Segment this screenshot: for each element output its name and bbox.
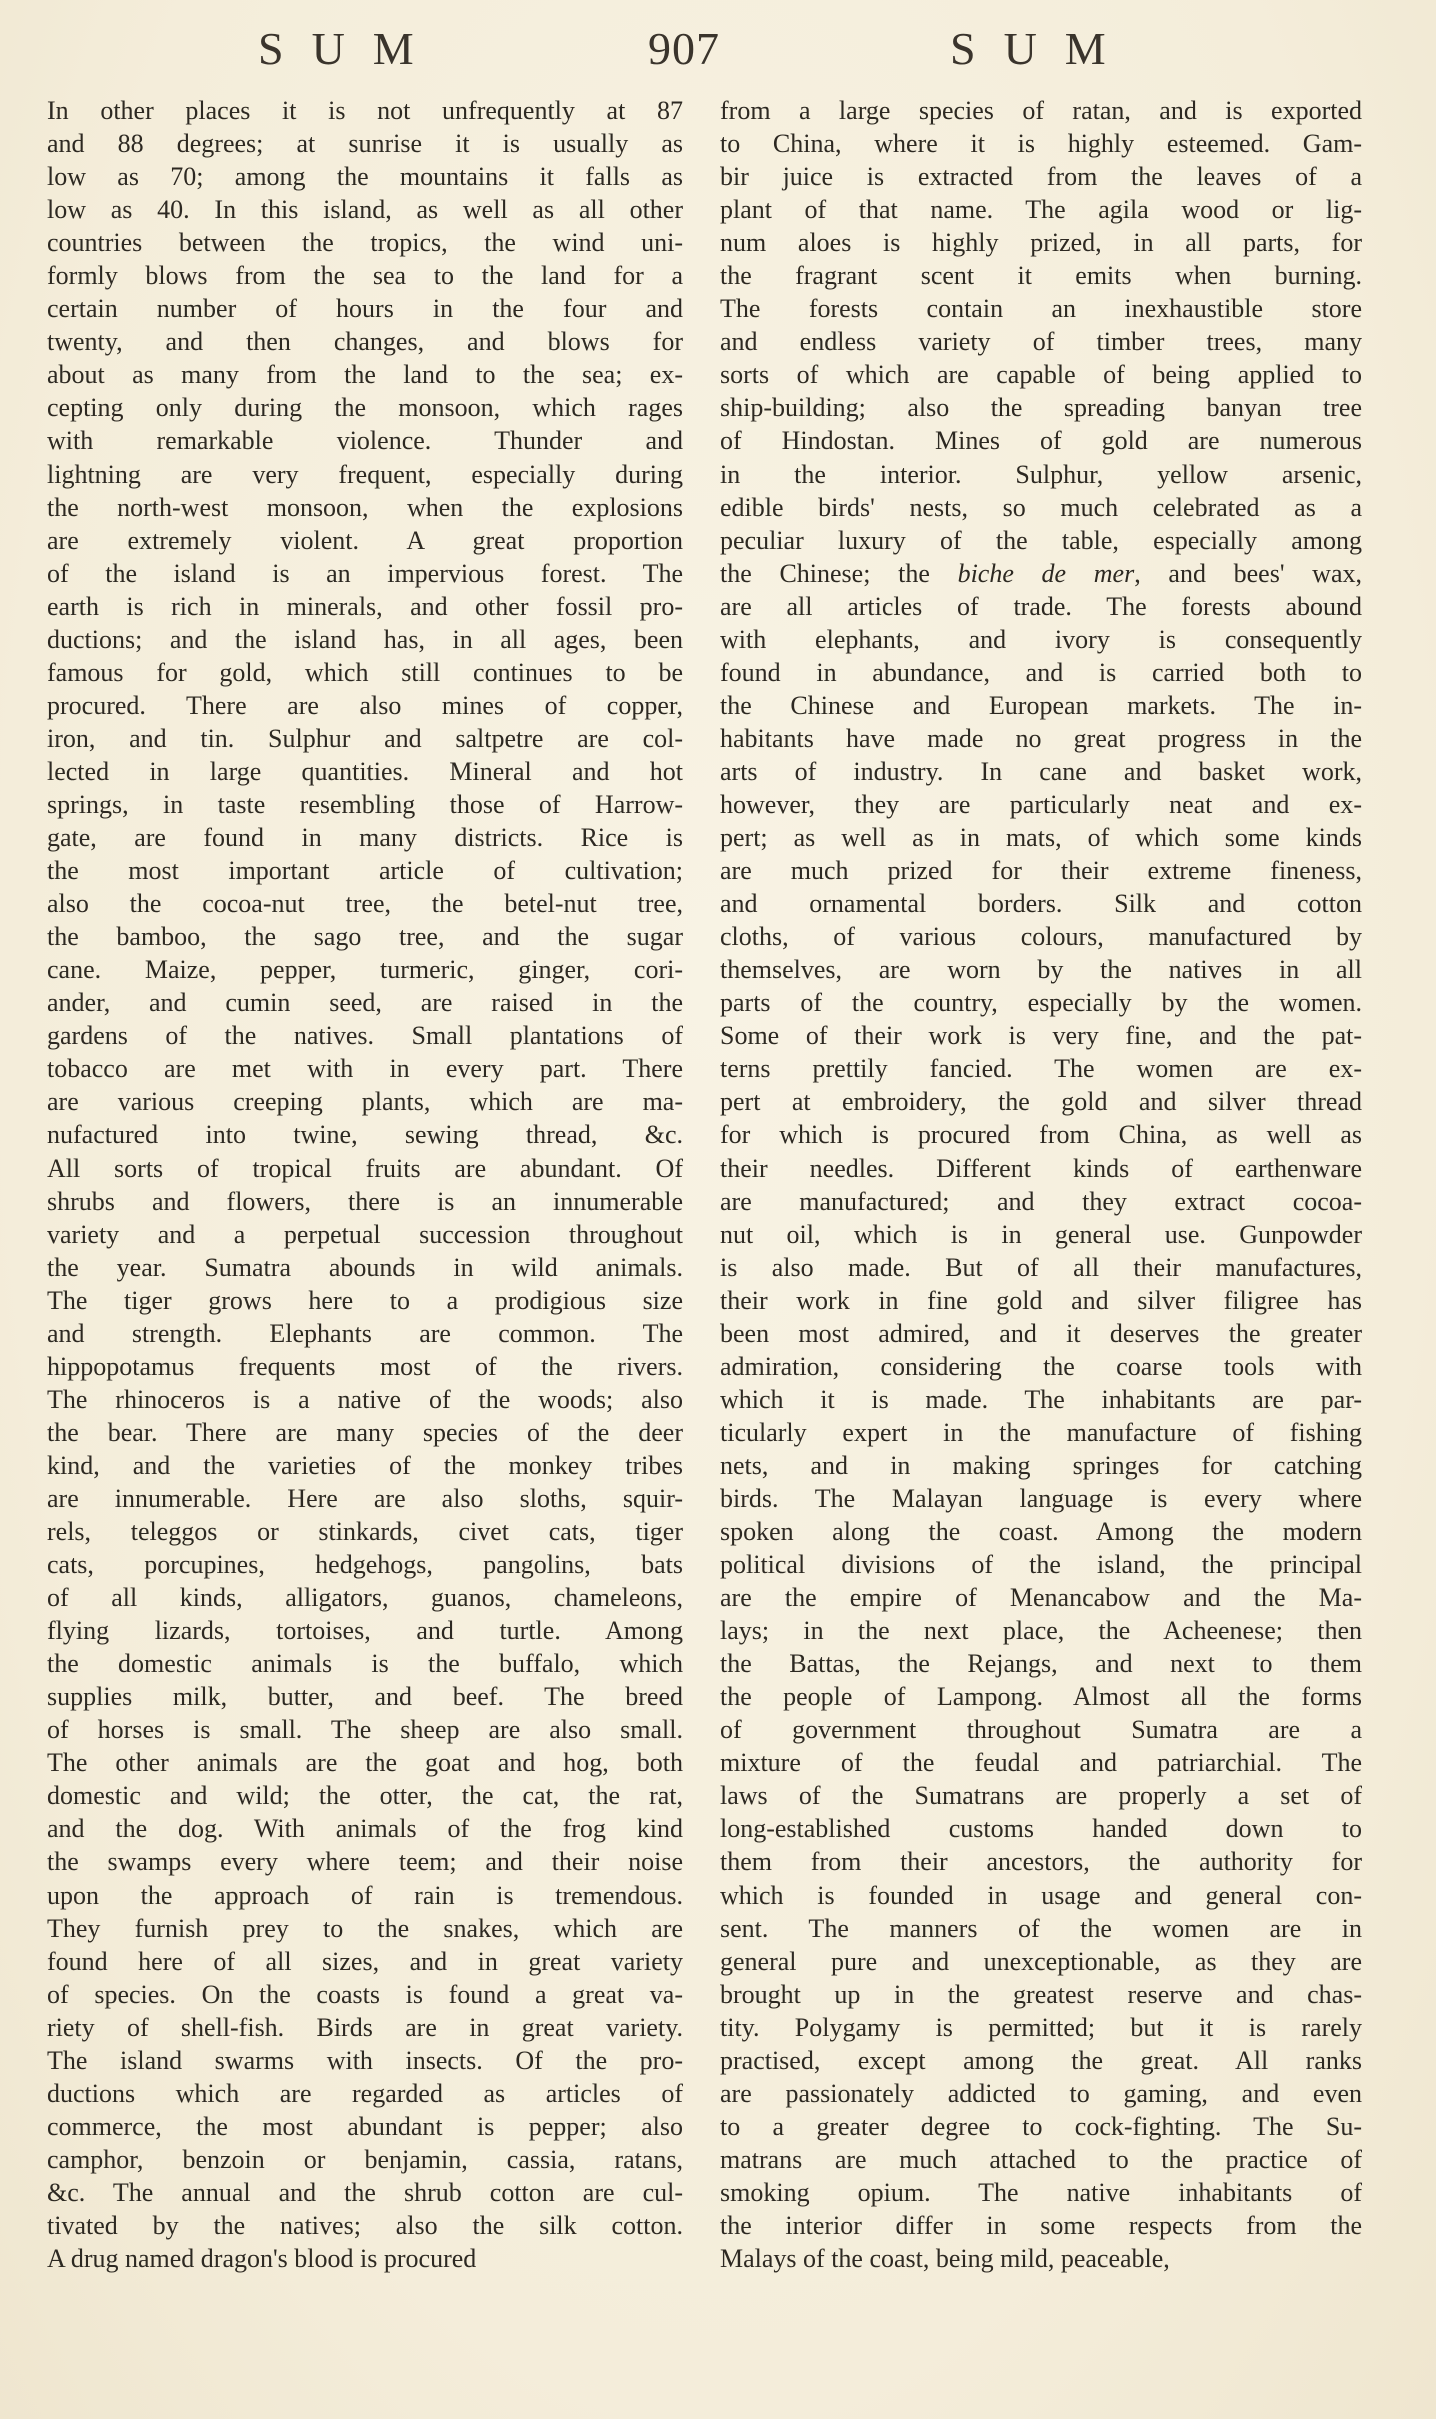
text-line: arts of industry. In cane and basket work, <box>720 756 1362 786</box>
text-line: nufactured into twine, sewing thread, &c. <box>47 1120 683 1150</box>
text-line: however, they are particularly neat and ex- <box>720 789 1362 819</box>
text-line: the Battas, the Rejangs, and next to them <box>720 1649 1362 1679</box>
text-line: mixture of the feudal and patriarchial. The <box>720 1748 1362 1778</box>
text-line: the year. Sumatra abounds in wild animals. <box>47 1252 683 1282</box>
text-line: All sorts of tropical fruits are abundant. Of <box>47 1153 683 1183</box>
text-line: spoken along the coast. Among the modern <box>720 1517 1362 1547</box>
text-line: edible birds' nests, so much celebrated as a <box>720 492 1362 522</box>
text-line: nut oil, which is in general use. Gunpowder <box>720 1219 1362 1249</box>
text-line: from a large species of ratan, and is exported <box>720 96 1362 125</box>
text-line: The rhinoceros is a native of the woods; also <box>47 1384 683 1414</box>
text-line: Malays of the coast, being mild, peaceable, <box>720 2244 1170 2274</box>
text-line: are all articles of trade. The forests abound <box>720 591 1362 621</box>
text-line: pert at embroidery, the gold and silver thread <box>720 1087 1362 1117</box>
text-line: habitants have made no great progress in the <box>720 723 1362 753</box>
text-line: springs, in taste resembling those of Harrow- <box>47 789 683 819</box>
running-header <box>0 22 1436 82</box>
text-line: flying lizards, tortoises, and turtle. Among <box>47 1616 683 1646</box>
left-text-column <box>47 94 683 2275</box>
text-line: upon the approach of rain is tremendous. <box>47 1880 683 1910</box>
text-line: The tiger grows here to a prodigious size <box>47 1285 683 1315</box>
text-line: of government throughout Sumatra are a <box>720 1715 1362 1745</box>
text-line: peculiar luxury of the table, especially among <box>720 525 1362 555</box>
text-line: num aloes is highly prized, in all parts, for <box>720 228 1362 258</box>
text-line: cane. Maize, pepper, turmeric, ginger, cori- <box>47 955 683 985</box>
text-line: rels, teleggos or stinkards, civet cats, tiger <box>47 1517 683 1547</box>
text-line: been most admired, and it deserves the greater <box>720 1318 1362 1348</box>
text-line: lays; in the next place, the Acheenese; then <box>720 1616 1362 1646</box>
text-line: gate, are found in many districts. Rice is <box>47 823 683 853</box>
text-line: and 88 degrees; at sunrise it is usually as <box>47 129 683 159</box>
text-line: the bamboo, the sago tree, and the sugar <box>47 922 683 952</box>
text-line: earth is rich in minerals, and other fossil pro- <box>47 591 683 621</box>
text-line: and endless variety of timber trees, many <box>720 327 1362 357</box>
text-line: cloths, of various colours, manufactured by <box>720 922 1362 952</box>
text-line: with elephants, and ivory is consequently <box>720 624 1362 654</box>
text-line: of horses is small. The sheep are also small. <box>47 1715 683 1745</box>
text-line: matrans are much attached to the practice of <box>720 2144 1362 2174</box>
text-line: sent. The manners of the women are in <box>720 1913 1362 1943</box>
text-line: low as 70; among the mountains it falls as <box>47 162 683 192</box>
text-line: with remarkable violence. Thunder and <box>47 426 683 456</box>
text-line: themselves, are worn by the natives in all <box>720 955 1362 985</box>
text-line: and the dog. With animals of the frog kind <box>47 1814 683 1844</box>
text-line: found in abundance, and is carried both to <box>720 657 1362 687</box>
text-line: the most important article of cultivation; <box>47 856 683 886</box>
text-line: is also made. But of all their manufactures, <box>720 1252 1362 1282</box>
text-line: in the interior. Sulphur, yellow arsenic, <box>720 459 1362 489</box>
text-line: countries between the tropics, the wind uni- <box>47 228 683 258</box>
text-line: cats, porcupines, hedgehogs, pangolins, bats <box>47 1550 683 1580</box>
text-line: of species. On the coasts is found a great va- <box>47 1979 683 2009</box>
text-line: which it is made. The inhabitants are par- <box>720 1384 1362 1414</box>
text-line: cepting only during the monsoon, which rages <box>47 393 683 423</box>
text-line: hippopotamus frequents most of the rivers. <box>47 1351 683 1381</box>
text-line: parts of the country, especially by the women. <box>720 988 1362 1018</box>
text-line: pert; as well as in mats, of which some kinds <box>720 823 1362 853</box>
text-line: supplies milk, butter, and beef. The breed <box>47 1682 683 1712</box>
text-line: iron, and tin. Sulphur and saltpetre are col- <box>47 723 683 753</box>
text-line: also the cocoa-nut tree, the betel-nut tree, <box>47 889 683 919</box>
text-line: camphor, benzoin or benjamin, cassia, ratans, <box>47 2144 683 2174</box>
text-line: The forests contain an inexhaustible store <box>720 294 1362 324</box>
text-line: ductions; and the island has, in all ages, been <box>47 624 683 654</box>
text-line: twenty, and then changes, and blows for <box>47 327 683 357</box>
text-line: are various creeping plants, which are ma- <box>47 1087 683 1117</box>
text-line: brought up in the greatest reserve and chas- <box>720 1979 1362 2009</box>
text-line: the people of Lampong. Almost all the forms <box>720 1682 1362 1712</box>
text-line: shrubs and flowers, there is an innumerable <box>47 1186 683 1216</box>
text-line: are innumerable. Here are also sloths, squir- <box>47 1483 683 1513</box>
text-line: them from their ancestors, the authority for <box>720 1847 1362 1877</box>
text-line: tity. Polygamy is permitted; but it is rarely <box>720 2012 1362 2042</box>
text-line: political divisions of the island, the principal <box>720 1550 1362 1580</box>
text-line: terns prettily fancied. The women are ex- <box>720 1054 1362 1084</box>
italic-phrase: biche de mer <box>957 558 1135 588</box>
text-line: The island swarms with insects. Of the pro- <box>47 2045 683 2075</box>
text-line: smoking opium. The native inhabitants of <box>720 2177 1362 2207</box>
text-line: The other animals are the goat and hog, both <box>47 1748 683 1778</box>
text-line: the fragrant scent it emits when burning. <box>720 261 1362 291</box>
text-line: which is founded in usage and general con- <box>720 1880 1362 1910</box>
text-line: sorts of which are capable of being applied to <box>720 360 1362 390</box>
text-line: the north-west monsoon, when the explosions <box>47 492 683 522</box>
text-line: They furnish prey to the snakes, which are <box>47 1913 683 1943</box>
page-number: 907 <box>648 23 720 74</box>
text-line: laws of the Sumatrans are properly a set of <box>720 1781 1362 1811</box>
text-line: plant of that name. The agila wood or lig- <box>720 195 1362 225</box>
text-line: A drug named dragon's blood is procured <box>47 2244 477 2274</box>
text-line: nets, and in making springes for catching <box>720 1450 1362 1480</box>
text-line: of all kinds, alligators, guanos, chameleons, <box>47 1583 683 1613</box>
text-line: low as 40. In this island, as well as all other <box>47 195 683 225</box>
text-line: ship-building; also the spreading banyan tree <box>720 393 1362 423</box>
text-line: lected in large quantities. Mineral and hot <box>47 756 683 786</box>
text-line: kind, and the varieties of the monkey tribes <box>47 1450 683 1480</box>
text-line: certain number of hours in the four and <box>47 294 683 324</box>
text-line: to a greater degree to cock-fighting. The Su- <box>720 2111 1362 2141</box>
text-line: domestic and wild; the otter, the cat, the rat, <box>47 1781 683 1811</box>
text-line: formly blows from the sea to the land for a <box>47 261 683 291</box>
text-line: found here of all sizes, and in great variety <box>47 1946 683 1976</box>
text-line: &c. The annual and the shrub cotton are cul- <box>47 2177 683 2207</box>
text-line: gardens of the natives. Small plantations of <box>47 1021 683 1051</box>
text-line: their needles. Different kinds of earthenware <box>720 1153 1362 1183</box>
text-line: general pure and unexceptionable, as they are <box>720 1946 1362 1976</box>
text-line: birds. The Malayan language is every where <box>720 1483 1362 1513</box>
text-line: are manufactured; and they extract cocoa- <box>720 1186 1362 1216</box>
text-line: tivated by the natives; also the silk cotton. <box>47 2211 683 2240</box>
text-line: ticularly expert in the manufacture of fishing <box>720 1417 1362 1447</box>
text-line: of Hindostan. Mines of gold are numerous <box>720 426 1362 456</box>
text-line: riety of shell-fish. Birds are in great variety. <box>47 2012 683 2042</box>
text-line: ductions which are regarded as articles of <box>47 2078 683 2108</box>
text-line: Some of their work is very fine, and the pat- <box>720 1021 1362 1051</box>
text-line: the Chinese; the biche de mer, and bees' wax, <box>720 558 1362 588</box>
text-line: admiration, considering the coarse tools with <box>720 1351 1362 1381</box>
text-line: variety and a perpetual succession throughout <box>47 1219 683 1249</box>
text-line: are passionately addicted to gaming, and even <box>720 2078 1362 2108</box>
header-left-word: SUM <box>258 23 442 74</box>
text-line: long-established customs handed down to <box>720 1814 1362 1844</box>
text-line: procured. There are also mines of copper, <box>47 690 683 720</box>
text-line: bir juice is extracted from the leaves of a <box>720 162 1362 192</box>
text-line: In other places it is not unfrequently at 87 <box>47 96 683 125</box>
text-line: are much prized for their extreme fineness, <box>720 856 1362 886</box>
text-line: the Chinese and European markets. The in- <box>720 690 1362 720</box>
text-line: the bear. There are many species of the deer <box>47 1417 683 1447</box>
right-text-column <box>720 94 1362 2275</box>
text-line: lightning are very frequent, especially during <box>47 459 683 489</box>
text-line: are extremely violent. A great proportion <box>47 525 683 555</box>
text-line: the interior differ in some respects from the <box>720 2211 1362 2240</box>
text-line: the domestic animals is the buffalo, which <box>47 1649 683 1679</box>
text-line: for which is procured from China, as well as <box>720 1120 1362 1150</box>
text-line: tobacco are met with in every part. There <box>47 1054 683 1084</box>
text-line: ander, and cumin seed, are raised in the <box>47 988 683 1018</box>
text-line: commerce, the most abundant is pepper; also <box>47 2111 683 2141</box>
text-line: and strength. Elephants are common. The <box>47 1318 683 1348</box>
text-line: their work in fine gold and silver filigree has <box>720 1285 1362 1315</box>
header-right-word: SUM <box>950 23 1134 74</box>
text-line: to China, where it is highly esteemed. Gam- <box>720 129 1362 159</box>
text-line: of the island is an impervious forest. The <box>47 558 683 588</box>
text-line: the swamps every where teem; and their noise <box>47 1847 683 1877</box>
text-line: are the empire of Menancabow and the Ma- <box>720 1583 1362 1613</box>
text-line: famous for gold, which still continues to be <box>47 657 683 687</box>
text-line: practised, except among the great. All ranks <box>720 2045 1362 2075</box>
text-line: about as many from the land to the sea; ex- <box>47 360 683 390</box>
text-line: and ornamental borders. Silk and cotton <box>720 889 1362 919</box>
